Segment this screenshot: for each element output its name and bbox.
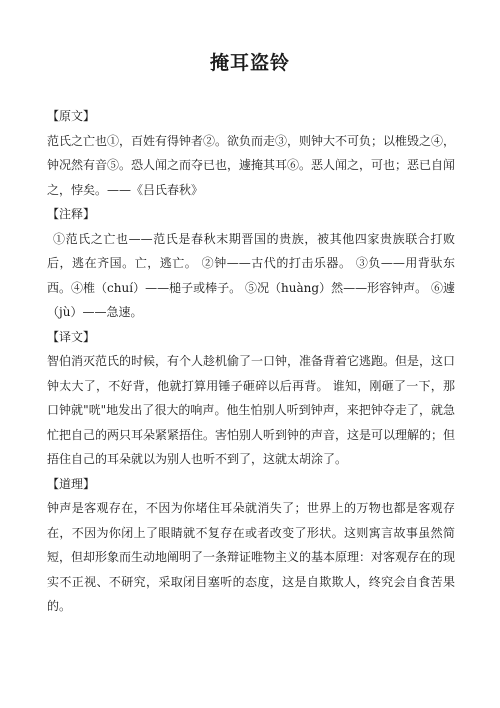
notes-text: ①范氏之亡也——范氏是春秋末期晋国的贵族，被其他四家贵族联合打败后，逃在齐国。亡，逃亡。 ②钟——古代的打击乐器。 ③负——用背驮东西。④椎（chuí）——槌子或棒子。 ⑤况（huàng）然——形容钟声。 ⑥遽（jù）——急速。 [47,231,455,319]
translation-text: 智伯消灭范氏的时候，有个人趁机偷了一口钟，准备背着它逃跑。但是，这口钟太大了，不好背，他就打算用锤子砸碎以后再背。 谁知，刚砸了一下，那口钟就"咣"地发出了很大的响声。他生怕别人听到钟声，来把钟夺走了，就急忙把自己的两只耳朵紧紧捂住。害怕别人听到钟的声音，这是可以理解的；但捂住自己的耳朵就以为别人也听不到了，这就太胡涂了。 [47,354,456,466]
page-title: 掩耳盗铃 [209,52,290,74]
lesson-text: 钟声是客观存在，不因为你堵住耳朵就消失了；世界上的万物也都是客观存在，不因为你闭上了眼睛就不复存在或者改变了形状。这则寓言故事虽然简短，但却形象而生动地阐明了一条辩证唯物主义的基本原理：对客观存在的现实不正视、不研究，采取闭目塞听的态度，这是自欺欺人，终究会自食苦果的。 [47,501,456,613]
section-heading-translation: 【译文】 [47,329,96,344]
section-heading-notes: 【注释】 [47,207,96,221]
section-heading-original: 【原文】 [47,109,96,123]
original-text: 范氏之亡也①，百姓有得钟者②。欲负而走③，则钟大不可负；以椎毁之④，钟况然有音⑤。恐人闻之而夺已也，遽掩其耳⑥。恶人闻之，可也；恶已自闻之，悖矣。——《吕氏春秋》 [47,133,456,197]
document-body [47,104,455,619]
section-heading-lesson: 【道理】 [47,476,96,491]
